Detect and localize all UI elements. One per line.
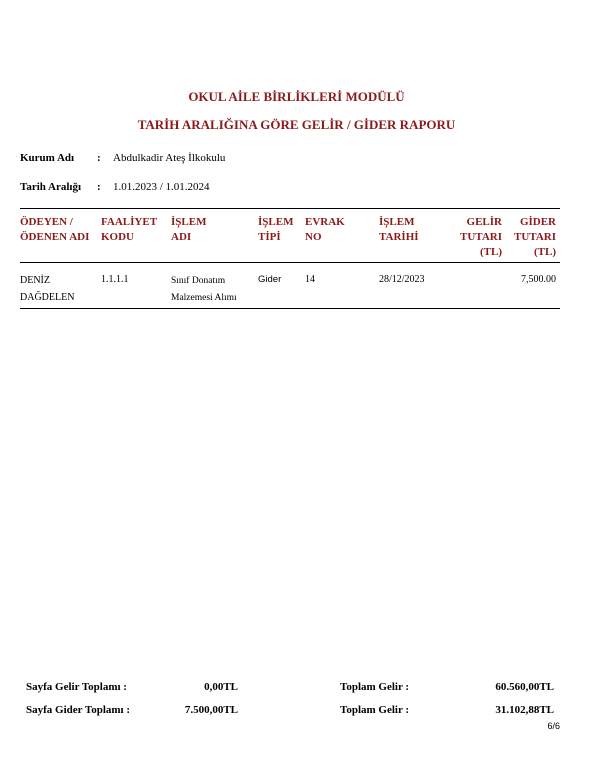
row-transaction-date: 28/12/2023	[379, 274, 425, 285]
page-income-total-value: 0,00TL	[204, 681, 238, 693]
date-range-label: Tarih Aralığı	[20, 181, 82, 193]
total-expense-value: 31.102,88TL	[495, 704, 554, 716]
header-income-amount: GELİR TUTARI (TL)	[460, 216, 502, 258]
row-document-no: 14	[305, 274, 315, 285]
table-bottom-rule	[20, 308, 560, 309]
row-payer: DENİZ DAĞDELEN	[20, 275, 75, 303]
total-income-label: Toplam Gelir :	[340, 681, 410, 693]
institution-value: Abdulkadir Ateş İlkokulu	[113, 152, 226, 164]
header-transaction-date: İŞLEM TARİHİ	[379, 216, 419, 243]
page-expense-total-value: 7.500,00TL	[184, 704, 238, 716]
institution-separator: :	[97, 152, 101, 164]
header-transaction-name: İŞLEM ADI	[171, 216, 207, 243]
header-transaction-type: İŞLEM TİPİ	[258, 216, 294, 243]
total-income-value: 60.560,00TL	[495, 681, 554, 693]
header-document-no: EVRAK NO	[305, 216, 345, 243]
header-payer: ÖDEYEN / ÖDENEN ADI	[20, 216, 90, 243]
date-range-separator: :	[97, 181, 101, 193]
row-activity-code: 1.1.1.1	[101, 274, 129, 285]
row-transaction-name: Sınıf Donatım Malzemesi Alımı	[171, 276, 237, 303]
date-range-value: 1.01.2023 / 1.01.2024	[113, 181, 210, 193]
institution-label: Kurum Adı	[20, 152, 75, 164]
total-expense-label: Toplam Gelir :	[340, 704, 410, 716]
table-top-rule	[20, 208, 560, 209]
page-expense-total-label: Sayfa Gider Toplamı :	[26, 704, 131, 716]
report-title: TARİH ARALIĞINA GÖRE GELİR / GİDER RAPORU	[137, 117, 456, 132]
header-activity-code: FAALİYET KODU	[101, 216, 158, 243]
row-expense-amount: 7,500.00	[521, 274, 556, 285]
header-expense-amount: GİDER TUTARI (TL)	[514, 216, 556, 258]
module-title: OKUL AİLE BİRLİKLERİ MODÜLÜ	[188, 89, 405, 104]
table-header-rule	[20, 262, 560, 263]
page-income-total-label: Sayfa Gelir Toplamı :	[26, 681, 127, 693]
page-number: 6/6	[547, 721, 560, 731]
row-transaction-type: Gider	[258, 274, 282, 285]
